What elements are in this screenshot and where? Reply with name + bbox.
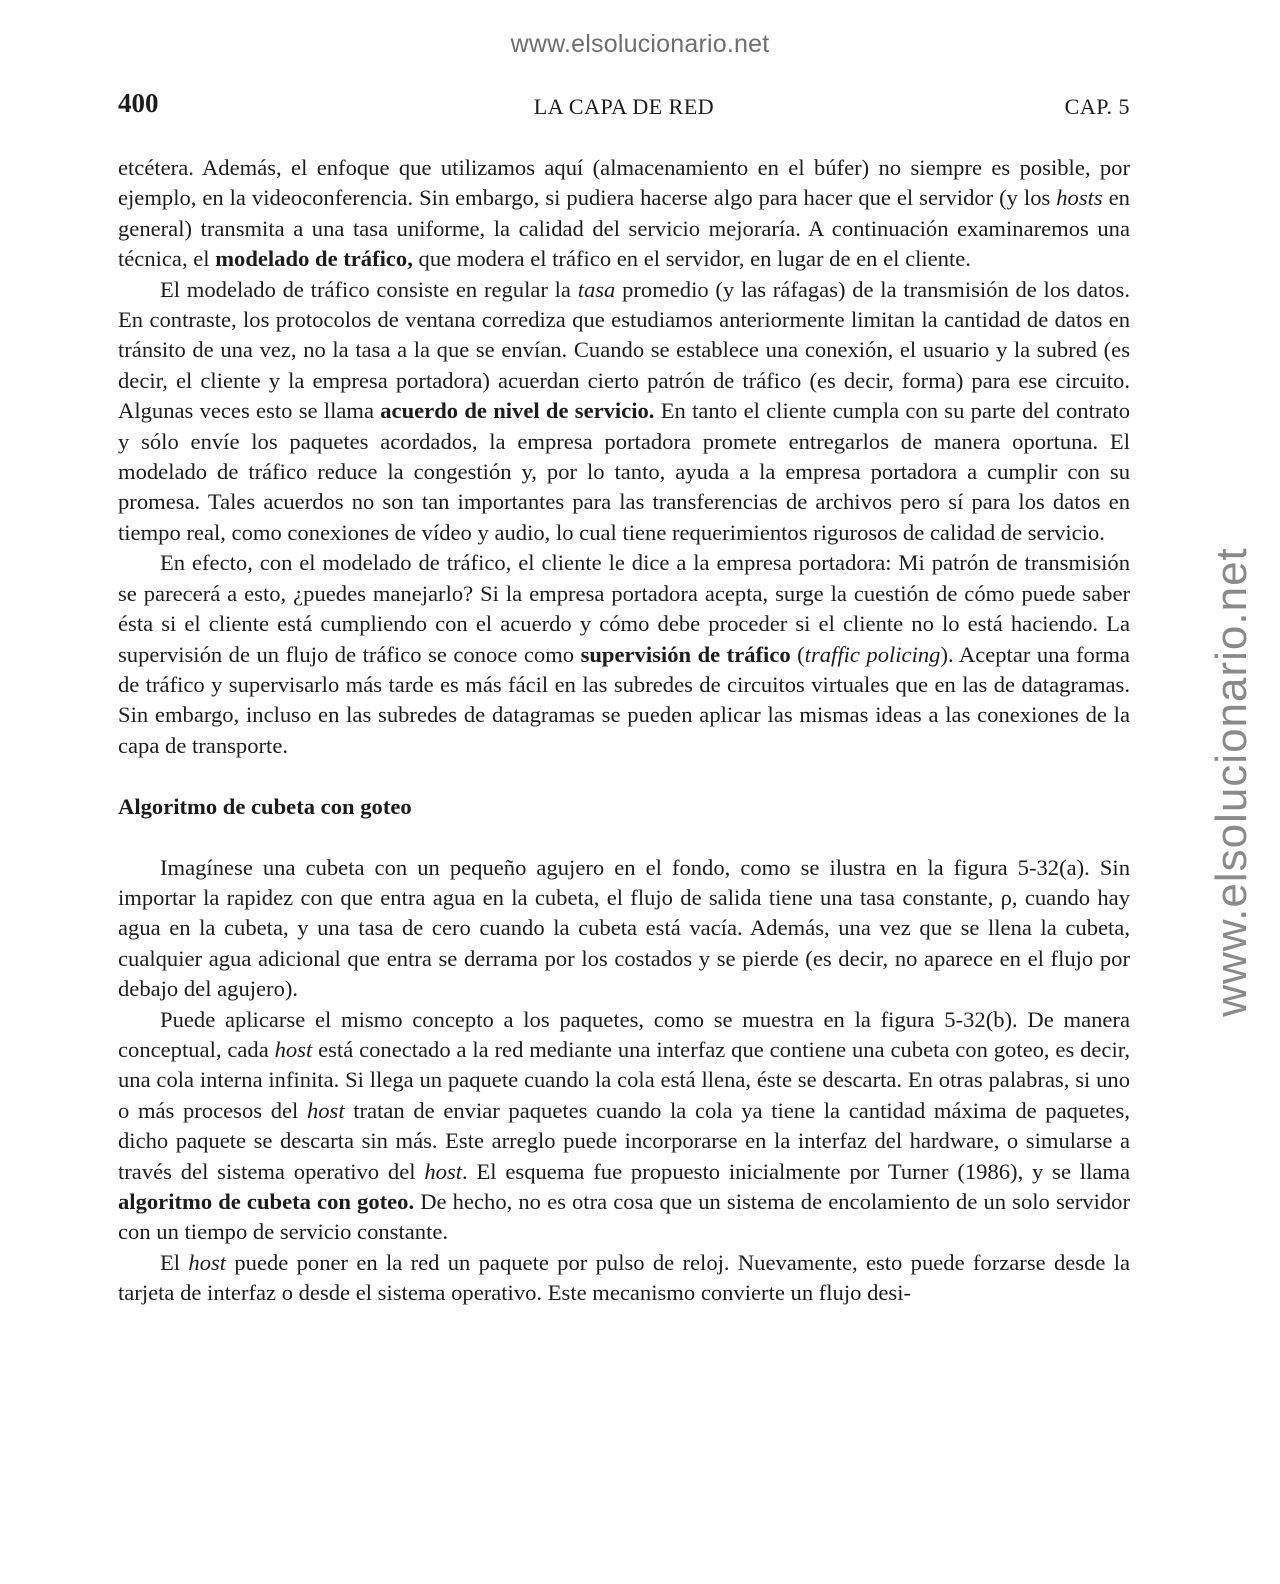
paragraph-5: Puede aplicarse el mismo concepto a los paquetes, como se muestra en la figura 5-32(b). De manera conceptual, cada host está conectado a la red mediante una interfaz que contiene una cubeta con goteo, es decir, una cola interna infinita. Si llega un paquete cuando la cola está llena, éste se descarta. En otras palabras, si uno o más procesos del host tratan de enviar paquetes cuando la cola ya tiene la cantidad máxima de paquetes, dicho paquete se descarta sin más. Este arreglo puede incorporarse en la interfaz del hardware, o simularse a través del sistema operativo del host. El esquema fue propuesto inicialmente por Turner (1986), y se llama algoritmo de cubeta con goteo. De hecho, no es otra cosa que un sistema de encolamiento de un solo servidor con un tiempo de servicio constante. xyxy=(118,1006,1130,1245)
chapter-title: LA CAPA DE RED xyxy=(533,94,715,119)
paragraph-1: etcétera. Además, el enfoque que utilizamos aquí (almacenamiento en el búfer) no siempre es posible, por ejemplo, en la videoconferencia. Sin embargo, si pudiera hacerse algo para hacer que el servidor (y los hosts en general) transmita a una tasa uniforme, la calidad del servicio mejoraría. A continuación examinaremos una técnica, el modelado de tráfico, que modera el tráfico en el servidor, en lugar de en el cliente. xyxy=(118,155,1130,272)
running-head xyxy=(118,88,1130,124)
paragraph-2: El modelado de tráfico consiste en regular la tasa promedio (y las ráfagas) de la transmisión de los datos. En contraste, los protocolos de ventana corrediza que estudiamos anteriormente limitan la cantidad de datos en tránsito de una vez, no la tasa a la que se envían. Cuando se establece una conexión, el usuario y la subred (es decir, el cliente y la empresa portadora) acuerdan cierto patrón de tráfico (es decir, forma) para ese circuito. Algunas veces esto se llama acuerdo de nivel de servicio. En tanto el cliente cumpla con su parte del contrato y sólo envíe los paquetes acordados, la empresa portadora promete entregarlos de manera oportuna. El modelado de tráfico reduce la congestión y, por lo tanto, ayuda a la empresa portadora a cumplir con su promesa. Tales acuerdos no son tan importantes para las transferencias de archivos pero sí para los datos en tiempo real, como conexiones de vídeo y audio, lo cual tiene requerimientos rigurosos de calidad de servicio. xyxy=(118,276,1130,545)
page-body xyxy=(118,153,1130,1309)
page-number: 400 xyxy=(118,88,159,118)
watermark-top: www.elsolucionario.net xyxy=(510,30,770,58)
chapter-number: CAP. 5 xyxy=(1064,94,1130,119)
watermark-side: www.elsolucionario.net xyxy=(1207,547,1256,1017)
paragraph-3: En efecto, con el modelado de tráfico, el cliente le dice a la empresa portadora: Mi patrón de transmisión se parecerá a esto, ¿puedes manejarlo? Si la empresa portadora acepta, surge la cuestión de cómo puede saber ésta si el cliente está cumpliendo con el acuerdo y cómo debe proceder si el cliente no lo está haciendo. La supervisión de un flujo de tráfico se conoce como supervisión de tráfico (traffic policing). Aceptar una forma de tráfico y supervisarlo más tarde es más fácil en las subredes de circuitos virtuales que en las de datagramas. Sin embargo, incluso en las subredes de datagramas se pueden aplicar las mismas ideas a las conexiones de la capa de transporte. xyxy=(118,550,1130,758)
paragraph-6: El host puede poner en la red un paquete por pulso de reloj. Nuevamente, esto puede forzarse desde la tarjeta de interfaz o desde el sistema operativo. Este mecanismo convierte un flujo desi- xyxy=(118,1249,1130,1306)
paragraph-4: Imagínese una cubeta con un pequeño agujero en el fondo, como se ilustra en la figura 5-32(a). Sin importar la rapidez con que entra agua en la cubeta, el flujo de salida tiene una tasa constante, ρ, cuando hay agua en la cubeta, y una tasa de cero cuando la cubeta está vacía. Además, una vez que se llena la cubeta, cualquier agua adicional que entra se derrama por los costados y se pierde (es decir, no aparece en el flujo por debajo del agujero). xyxy=(118,854,1130,1002)
section-heading: Algoritmo de cubeta con goteo xyxy=(118,794,412,820)
